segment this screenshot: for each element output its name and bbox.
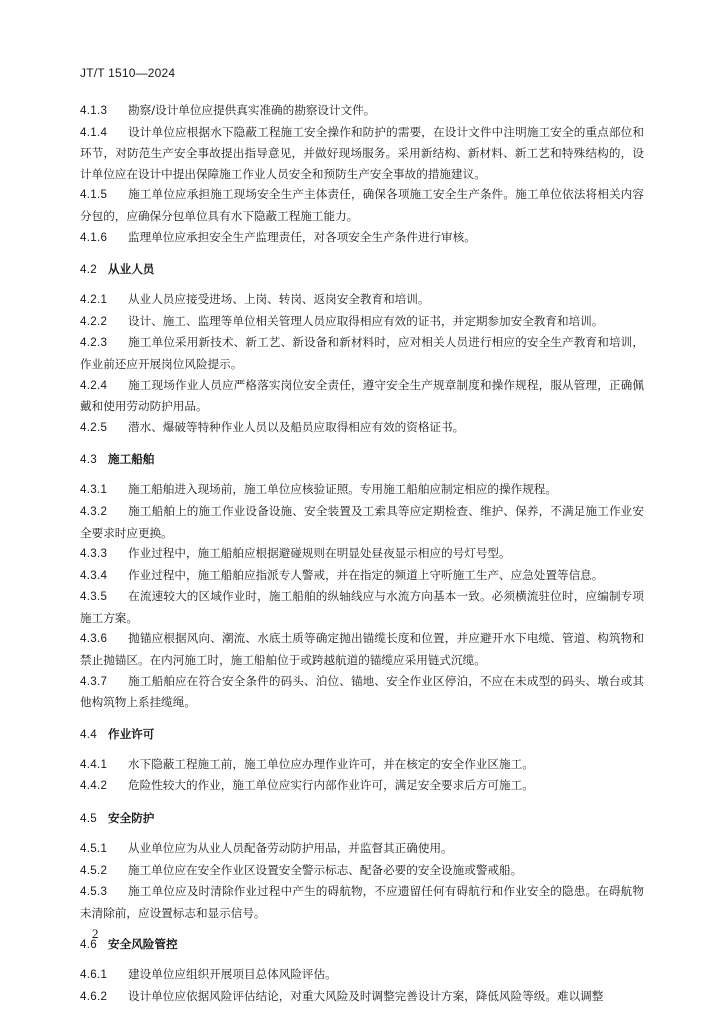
section-title: 作业许可	[108, 726, 155, 741]
clause-number: 4.3.4	[80, 568, 108, 582]
clause-text: 施工单位采用新技术、新工艺、新设备和新材料时，应对相关人员进行相应的安全生产教育和培训，作业前还应开展岗位风险提示。	[80, 335, 644, 371]
clause-text: 水下隐蔽工程施工前，施工单位应办理作业许可，并在核定的安全作业区施工。	[128, 756, 534, 771]
clause-paragraph	[80, 775, 644, 797]
clause-number: 4.1.5	[80, 188, 108, 202]
clause-text: 施工船舶上的施工作业设备设施、安全装置及工索具等应定期检查、维护、保养，不满足施工作业安全要求时应更换。	[80, 503, 644, 540]
clause-paragraph	[80, 501, 644, 543]
section-title: 施工船舶	[108, 452, 155, 467]
document-body	[80, 100, 644, 1008]
clause-paragraph	[80, 860, 644, 882]
section-title: 安全防护	[108, 811, 155, 826]
page-number: 2	[92, 926, 99, 941]
clause-number: 4.1.3	[80, 104, 108, 117]
clause-paragraph	[80, 671, 644, 713]
clause-paragraph	[80, 289, 644, 311]
clause-text: 监理单位应承担安全生产监理责任，对各项安全生产条件进行审核。	[128, 229, 476, 244]
clause-paragraph	[80, 964, 644, 986]
section-number: 4.4	[80, 727, 98, 741]
section-heading	[80, 808, 644, 829]
clause-paragraph	[80, 375, 644, 417]
clause-text: 施工船舶进入现场前，施工单位应核验证照。专用施工船舶应制定相应的操作规程。	[128, 482, 557, 497]
clause-number: 4.3.2	[80, 504, 108, 518]
clause-number: 4.5.2	[80, 863, 108, 877]
clause-text: 施工单位应及时清除作业过程中产生的碍航物，不应遗留任何有碍航行和作业安全的隐患。在碍航物未清除前，应设置标志和显示信号。	[80, 884, 644, 920]
clause-number: 4.4.1	[80, 757, 108, 771]
standard-code: JT/T 1510—2024	[80, 66, 176, 80]
section-title: 安全风险管控	[108, 937, 178, 952]
clause-number: 4.2.5	[80, 420, 108, 434]
clause-number: 4.3.7	[80, 674, 108, 688]
clause-paragraph	[80, 586, 644, 628]
clause-number: 4.2.3	[80, 336, 108, 350]
clause-number: 4.3.5	[80, 590, 108, 604]
clause-paragraph	[80, 311, 644, 333]
clause-paragraph	[80, 881, 644, 923]
clause-number: 4.2.1	[80, 293, 108, 307]
clause-number: 4.4.2	[80, 779, 108, 793]
section-number: 4.2	[80, 263, 98, 277]
clause-text: 施工单位应承担施工现场安全生产主体责任，确保各项施工安全生产条件。施工单位依法将相关内容分包的，应确保分包单位具有水下隐蔽工程施工能力。	[80, 187, 644, 223]
clause-text: 从业单位应为从业人员配备劳动防护用品，并监督其正确使用。	[128, 841, 453, 856]
clause-paragraph	[80, 100, 644, 122]
clause-paragraph	[80, 838, 644, 860]
clause-paragraph	[80, 543, 644, 565]
clause-number: 4.3.6	[80, 632, 108, 646]
clause-number: 4.1.4	[80, 125, 108, 139]
clause-number: 4.5.1	[80, 842, 108, 856]
clause-number: 4.2.2	[80, 314, 108, 328]
clause-number: 4.6.2	[80, 990, 108, 1003]
clause-text: 施工单位应在安全作业区设置安全警示标志、配备必要的安全设施或警戒船。	[128, 862, 523, 877]
clause-number: 4.3.1	[80, 483, 108, 497]
clause-text: 抛锚应根据风向、潮流、水底土质等确定抛出锚缆长度和位置，并应避开水下电缆、管道、构筑物和禁止抛锚区。在内河施工时，施工船舶位于或跨越航道的锚缆应采用链式沉缆。	[80, 631, 644, 668]
clause-number: 4.2.4	[80, 378, 108, 392]
clause-number: 4.6.1	[80, 968, 108, 982]
clause-paragraph	[80, 417, 644, 439]
clause-paragraph	[80, 754, 644, 776]
clause-text: 危险性较大的作业，施工单位应实行内部作业许可，满足安全要求后方可施工。	[128, 778, 534, 793]
section-heading	[80, 724, 644, 745]
clause-paragraph	[80, 986, 644, 1008]
clause-paragraph	[80, 227, 644, 249]
clause-text: 勘察/设计单位应提供真实准确的勘察设计文件。	[128, 103, 376, 117]
clause-text: 从业人员应接受进场、上岗、转岗、返岗安全教育和培训。	[128, 292, 430, 307]
section-heading	[80, 934, 644, 955]
clause-paragraph	[80, 628, 644, 670]
clause-paragraph	[80, 332, 644, 374]
clause-text: 在流速较大的区域作业时，施工船舶的纵轴线应与水流方向基本一致。必须横流驻位时，应编制专项施工方案。	[80, 589, 644, 625]
clause-number: 4.1.6	[80, 230, 108, 244]
section-heading	[80, 449, 644, 470]
clause-text: 潜水、爆破等特种作业人员以及船员应取得相应有效的资格证书。	[128, 419, 465, 434]
clause-paragraph	[80, 184, 644, 226]
section-title: 从业人员	[108, 262, 155, 277]
clause-text: 施工现场作业人员应严格落实岗位安全责任，遵守安全生产规章制度和操作规程，服从管理，正确佩戴和使用劳动防护用品。	[80, 377, 644, 414]
clause-text: 施工船舶应在符合安全条件的码头、泊位、锚地、安全作业区停泊，不应在未成型的码头、墩台或其他构筑物上系挂缆绳。	[80, 673, 644, 710]
clause-number: 4.3.3	[80, 547, 108, 561]
section-number: 4.5	[80, 812, 98, 826]
section-number: 4.3	[80, 453, 98, 467]
clause-paragraph	[80, 565, 644, 587]
clause-paragraph	[80, 122, 644, 185]
clause-text: 作业过程中，施工船舶应指派专人警戒，并在指定的频道上守听施工生产、应急处置等信息。	[128, 567, 604, 582]
clause-text: 建设单位应组织开展项目总体风险评估。	[128, 967, 337, 982]
clause-paragraph	[80, 479, 644, 501]
clause-text: 设计、施工、监理等单位相关管理人员应取得相应有效的证书，并定期参加安全教育和培训。	[128, 313, 604, 328]
section-number: 4.6	[80, 938, 98, 952]
clause-text: 设计单位应依据风险评估结论，对重大风险及时调整完善设计方案，降低风险等级。难以调整	[128, 989, 604, 1003]
clause-text: 作业过程中，施工船舶应根据避碰规则在明显处昼夜显示相应的号灯号型。	[128, 546, 511, 561]
section-heading	[80, 259, 644, 280]
clause-number: 4.5.3	[80, 885, 108, 899]
clause-text: 设计单位应根据水下隐蔽工程施工安全操作和防护的需要，在设计文件中注明施工安全的重点部位和环节，对防范生产安全事故提出指导意见，并做好现场服务。采用新结构、新材料、新工艺和特殊结构的，设计单位应在设计中提出保障施工作业人员安全和预防生产安全事故的措施建议。	[80, 124, 644, 181]
